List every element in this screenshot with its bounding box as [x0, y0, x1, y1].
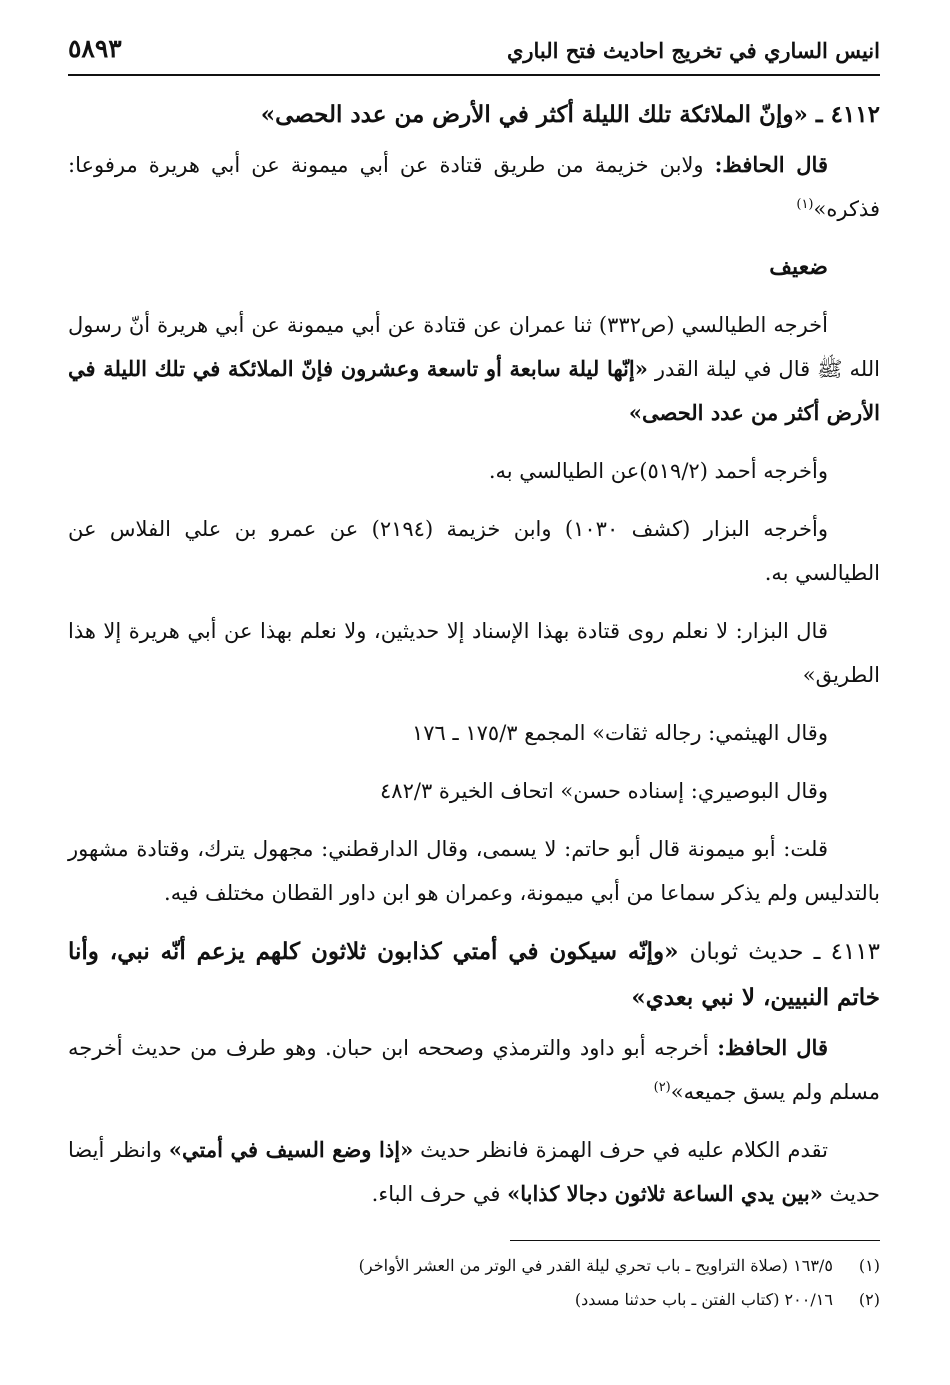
- bazzar-quote: قال البزار: لا نعلم روى قتادة بهذا الإسناد إلا حديثين، ولا نعلم بهذا عن أبي هريرة إلا هذا الطريق»: [68, 619, 880, 687]
- cross-ref-hadith-1: «إذا وضع السيف في أمتي»: [168, 1137, 414, 1162]
- page-header: [68, 30, 880, 76]
- hadith-matn: «إنّها ليلة سابعة أو تاسعة وعشرون فإنّ الملائكة في تلك الليلة في الأرض أكثر من عدد الحصى»: [68, 356, 880, 425]
- busiri-quote: وقال البوصيري: إسناده حسن» اتحاف الخيرة ٤٨٢/٣: [380, 779, 828, 803]
- author-comment: قلت: أبو ميمونة قال أبو حاتم: لا يسمى، وقال الدارقطني: مجهول يترك، وقتادة مشهور بالتدليس ولم يذكر سماعا من أبي ميمونة، وعمران هو ابن داور القطان مختلف فيه.: [68, 837, 880, 905]
- footnote-ref-1[interactable]: (١): [796, 197, 814, 212]
- footnote-ref-2[interactable]: (٢): [653, 1080, 671, 1095]
- cross-ref-text-2: وانظر أيضا حديث: [68, 1138, 880, 1206]
- cross-ref-text-3: في حرف الباء.: [371, 1182, 501, 1206]
- footnote-2: [68, 1283, 880, 1317]
- cross-reference-paragraph: [68, 1128, 880, 1216]
- hadith-4112-title: ٤١١٢ ـ «وإنّ الملائكة تلك الليلة أكثر في الأرض من عدد الحصى»: [260, 101, 880, 128]
- takhrij-paragraph-3: وأخرجه البزار (كشف ١٠٣٠) وابن خزيمة (٢١٩٤) عن عمرو بن علي الفلاس عن الطيالسي به.: [68, 517, 880, 585]
- hadith-4112-hafiz-paragraph: [68, 143, 880, 231]
- cross-ref-hadith-2: «بين يدي الساعة ثلاثون دجالا كذابا»: [507, 1181, 823, 1206]
- hadith-4113-matn: «وإنّه سيكون في أمتي كذابون ثلاثون كلهم يزعم أنّه نبي، وأنا خاتم النبيين، لا نبي بعدي»: [68, 938, 880, 1011]
- haythami-quote: وقال الهيثمي: رجاله ثقات» المجمع ١٧٥/٣ ـ ١٧٦: [412, 721, 828, 745]
- footnote-text: ٢٠٠/١٦ (كتاب الفتن ـ باب حدثنا مسدد): [574, 1290, 833, 1309]
- cross-ref-text-1: تقدم الكلام عليه في حرف الهمزة فانظر حديث: [420, 1138, 828, 1162]
- takhrij-paragraph-1: [68, 303, 880, 435]
- hadith-4113-hafiz-paragraph: [68, 1026, 880, 1114]
- footnote-1: [68, 1249, 880, 1283]
- hafiz-text: ولابن خزيمة من طريق قتادة عن أبي ميمونة عن أبي هريرة مرفوعا: فذكره»: [68, 153, 880, 221]
- hafiz-label: قال الحافظ:: [717, 1035, 828, 1060]
- footnote-divider: [510, 1240, 880, 1241]
- page-content: [68, 76, 880, 1317]
- running-title: انيس الساري في تخريج احاديث فتح الباري: [506, 38, 880, 63]
- hafiz-label: قال الحافظ:: [714, 152, 828, 177]
- footnote-number: (٢): [858, 1290, 880, 1309]
- hadith-grade: ضعيف: [769, 254, 828, 280]
- page-number: ٥٨٩٣: [68, 34, 122, 63]
- footnote-number: (١): [858, 1256, 880, 1275]
- takhrij-paragraph-2: وأخرجه أحمد (٥١٩/٢)عن الطيالسي به.: [488, 459, 828, 483]
- book-page: [68, 30, 880, 1360]
- takhrij-text: أخرجه الطيالسي (ص٣٣٢) ثنا عمران عن قتادة عن أبي ميمونة عن أبي هريرة أنّ رسول الله ﷺ قال في ليلة القدر: [68, 313, 880, 381]
- footnote-text: ١٦٣/٥ (صلاة التراويح ـ باب تحري ليلة القدر في الوتر من العشر الأواخر): [358, 1256, 833, 1275]
- hadith-4113-number: ٤١١٣ ـ حديث ثوبان: [689, 939, 881, 965]
- hafiz-text: أخرجه أبو داود والترمذي وصححه ابن حبان. وهو طرف من حديث أخرجه مسلم ولم يسق جميعه»: [68, 1036, 880, 1104]
- hadith-4113-title: [68, 929, 880, 1020]
